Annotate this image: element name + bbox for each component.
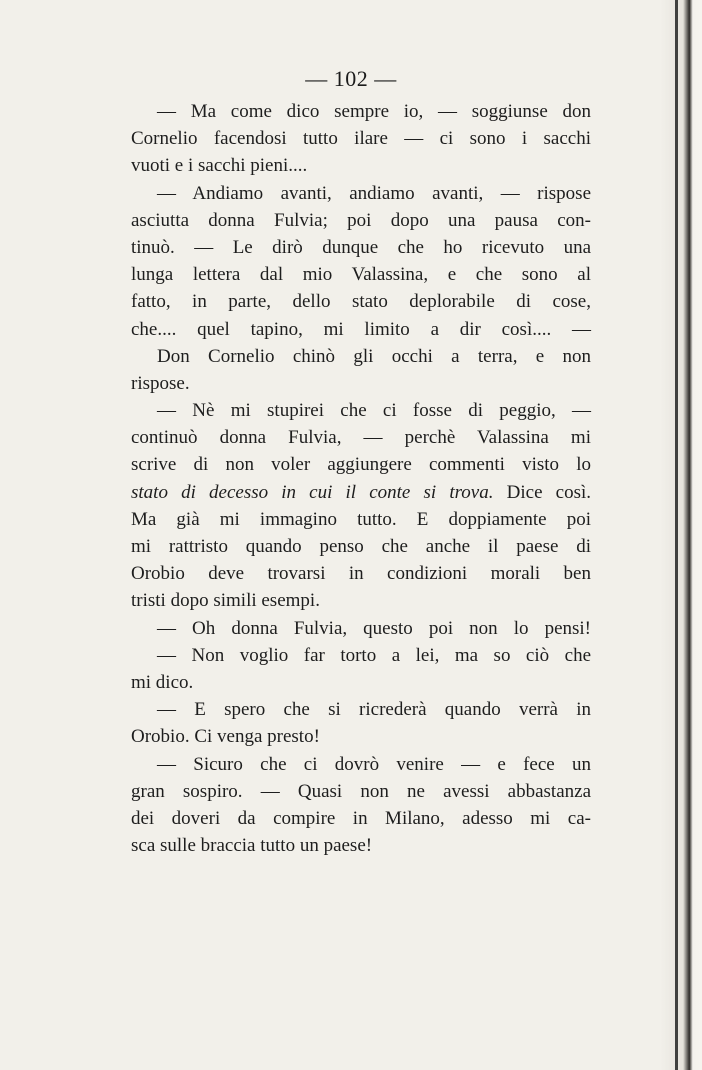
text-line: vuoti e i sacchi pieni....	[131, 155, 308, 177]
text-line: continuò donna Fulvia, — perchè Valassina mi	[131, 427, 591, 449]
body-text	[131, 98, 591, 859]
text-line: che.... quel tapino, mi limito a dir così.... —	[131, 318, 591, 340]
text-line: fatto, in parte, dello stato deplorabile di cose,	[131, 291, 591, 313]
text-line: gran sospiro. — Quasi non ne avessi abbastanza	[131, 780, 591, 802]
text-line: rispose.	[131, 372, 190, 394]
text-line: tristi dopo simili esempi.	[131, 590, 320, 612]
text-line: asciutta donna Fulvia; poi dopo una pausa con-	[131, 209, 591, 231]
text-line-mixed	[131, 479, 591, 506]
text-line: tinuò. — Le dirò dunque che ho ricevuto una	[131, 236, 591, 258]
text-line: — E spero che si ricrederà quando verrà in	[157, 699, 591, 721]
text-line: Cornelio facendosi tutto ilare — ci sono i sacchi	[131, 128, 591, 150]
text-line: lunga lettera dal mio Valassina, e che sono al	[131, 264, 591, 286]
text-line: Orobio deve trovarsi in condizioni morali ben	[131, 563, 591, 585]
page-binding-edge	[660, 0, 702, 1070]
text-line: — Nè mi stupirei che ci fosse di peggio, —	[157, 400, 591, 422]
text-line: scrive di non voler aggiungere commenti visto lo	[131, 454, 591, 476]
text-line: Don Cornelio chinò gli occhi a terra, e non	[157, 345, 591, 367]
page-edge-shadow	[675, 0, 678, 1070]
text-line: mi rattristo quando penso che anche il paese di	[131, 536, 591, 557]
text-line: Orobio. Ci venga presto!	[131, 726, 320, 748]
text-line: — Ma come dico sempre io, — soggiunse don	[157, 101, 591, 122]
text-fragment: Dice così.	[506, 481, 592, 503]
text-line: dei doveri da compire in Milano, adesso mi ca-	[131, 807, 591, 829]
page-number: — 102 —	[305, 66, 397, 91]
text-line: mi dico.	[131, 671, 194, 693]
text-line: — Oh donna Fulvia, questo poi non lo pensi!	[157, 617, 591, 639]
text-line: Ma già mi immagino tutto. E doppiamente poi	[131, 508, 591, 530]
italic-phrase: stato di decesso in cui il conte si trova.	[131, 481, 494, 503]
text-line: sca sulle braccia tutto un paese!	[131, 835, 373, 857]
text-line: — Non voglio far torto a lei, ma so ciò che	[157, 644, 591, 666]
text-line: — Andiamo avanti, andiamo avanti, — rispose	[157, 182, 591, 204]
text-line: — Sicuro che ci dovrò venire — e fece un	[157, 753, 591, 775]
